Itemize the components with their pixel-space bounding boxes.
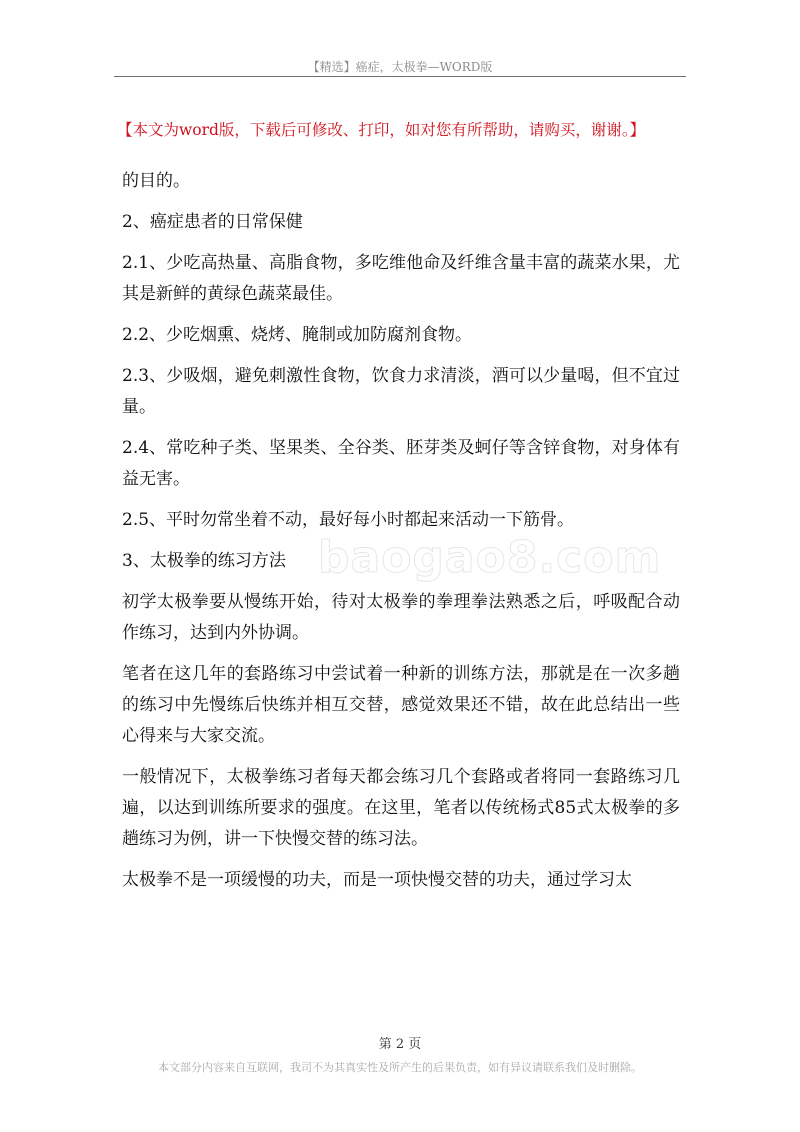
header-divider: [114, 76, 686, 77]
paragraph: 2.3、少吸烟，避免刺激性食物，饮食力求清淡，酒可以少量喝，但不宜过量。: [122, 366, 680, 417]
watermark: baogao8.com: [318, 532, 662, 583]
page-number: 第 2 页: [378, 1037, 422, 1052]
paragraph: 一般情况下，太极拳练习者每天都会练习几个套路或者将同一套路练习几遍，以达到训练所要求的强度。在这里，笔者以传统杨式85式太极拳的多趟练习为例，讲一下快慢交替的练习法。: [122, 767, 680, 849]
paragraph: 太极拳不是一项缓慢的功夫，而是一项快慢交替的功夫，通过学习太: [122, 870, 632, 890]
paragraph: 2.4、常吃种子类、坚果类、全谷类、胚芽类及蚵仔等含锌食物，对身体有益无害。: [122, 438, 680, 489]
paragraph: 2.2、少吃烟熏、烧烤、腌制或加防腐剂食物。: [122, 325, 473, 345]
footer-disclaimer: 本文部分内容来自互联网，我司不为其真实性及所产生的后果负责，如有异议请联系我们及时删除。: [158, 1061, 642, 1074]
paragraph: 的目的。: [122, 171, 190, 191]
paragraph: 笔者在这几年的套路练习中尝试着一种新的训练方法，那就是在一次多趟的练习中先慢练后快练并相互交替，感觉效果还不错，故在此总结出一些心得来与大家交流。: [122, 664, 680, 746]
section-heading: 2、癌症患者的日常保健: [122, 212, 303, 232]
section-heading: 3、太极拳的练习方法: [122, 551, 286, 571]
paragraph: 2.1、少吃高热量、高脂食物，多吃维他命及纤维含量丰富的蔬菜水果，尤其是新鲜的黄绿色蔬菜最佳。: [122, 253, 680, 304]
paragraph: 初学太极拳要从慢练开始，待对太极拳的拳理拳法熟悉之后，呼吸配合动作练习，达到内外协调。: [122, 592, 680, 643]
paragraph: 2.5、平时勿常坐着不动，最好每小时都起来活动一下筋骨。: [122, 510, 575, 530]
promo-notice: 【本文为word版，下载后可修改、打印，如对您有所帮助，请购买，谢谢。】: [117, 121, 646, 139]
document-body: [122, 166, 680, 906]
page-header: 【精选】癌症，太极拳—WORD版: [307, 60, 493, 74]
